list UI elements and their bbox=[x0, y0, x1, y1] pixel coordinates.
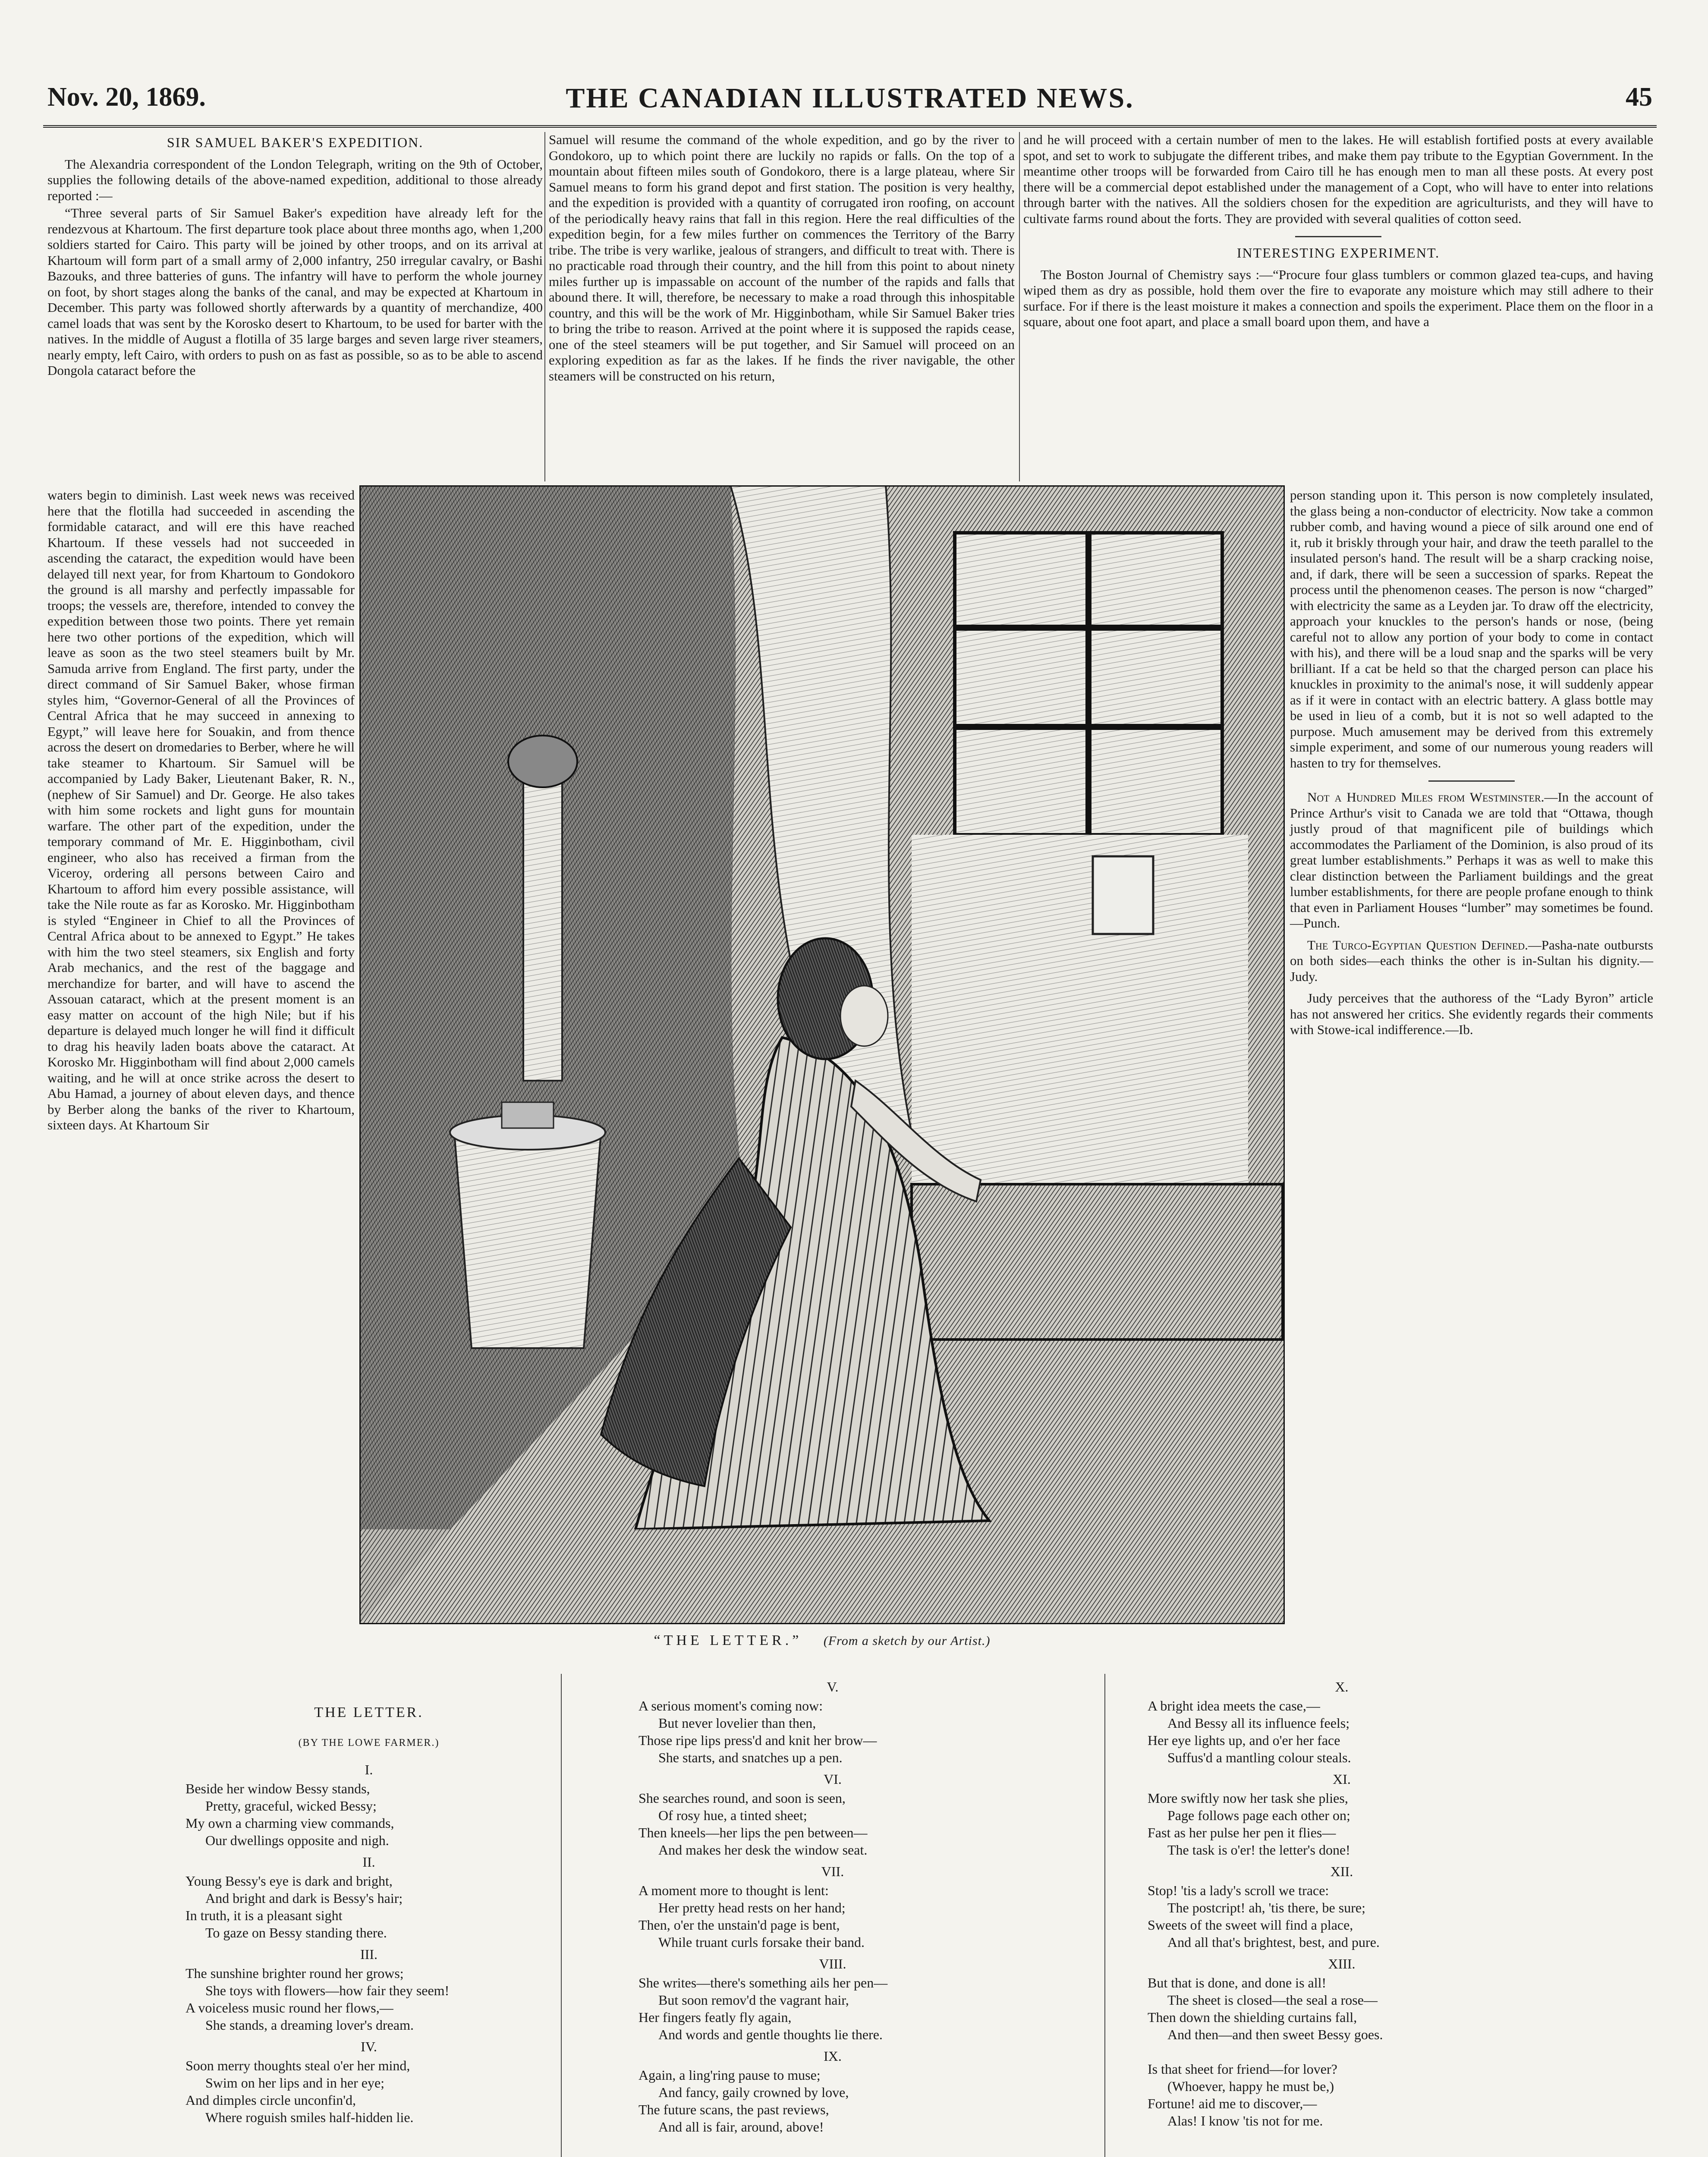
poem-line: But soon remov'd the vagrant hair, bbox=[658, 1992, 849, 2008]
article-baker-column-2 bbox=[549, 132, 1015, 386]
stanza-number: VII. bbox=[821, 1864, 844, 1879]
engraving-image bbox=[359, 485, 1285, 1624]
poem-line: Of rosy hue, a tinted sheet; bbox=[658, 1808, 807, 1823]
poem-line: Fortune! aid me to discover,— bbox=[1148, 2096, 1317, 2111]
poem-line: The sunshine brighter round her grows; bbox=[186, 1965, 404, 1981]
stanza-number: III. bbox=[360, 1946, 377, 1962]
poem-line: Sweets of the sweet will find a place, bbox=[1148, 1917, 1353, 1933]
poem-column-3 bbox=[1148, 1674, 1536, 2129]
poem-line: And words and gentle thoughts lie there. bbox=[658, 2027, 883, 2042]
poem-line: Again, a ling'ring pause to muse; bbox=[639, 2067, 821, 2083]
stanza-number: X. bbox=[1335, 1679, 1349, 1695]
poem-line: Suffus'd a mantling colour steals. bbox=[1167, 1750, 1351, 1765]
article-paragraph: Samuel will resume the command of the whole expedition, and go by the river to Gondokoro, up to which point there are luckily no rapids or falls. On the top of a mountain about fifteen miles south of Gondokoro, there is a large plateau, where Sir Samuel means to form his grand depot and first station. The position is very healthy, and the expedition is provided with a quantity of corrugated iron roofing, on account of the periodically heavy rains that fall in this region. Here the real difficulties of the expedition begin, for a few miles further on commences the Territory of the Barry tribe. The tribe is very warlike, jealous of strangers, and difficult to treat with. There is no practicable road through their country, and the hill from this point to about ninety miles further up is impassable on account of the number of the rapids and falls that abound there. It will, therefore, be necessary to make a road through this inhospitable country, and this will be the work of Mr. Higginbotham, while Sir Samuel Baker tries to bring the tribe to reason. Arrived at the point where it is supposed the rapids cease, one of the steel steamers will be put together, and Sir Samuel will proceed on an exploring expedition as far as the lakes. If he finds the river navigable, the other steamers will be constructed on his return, bbox=[549, 132, 1015, 384]
poem-line: In truth, it is a pleasant sight bbox=[186, 1908, 343, 1923]
poem-line: Young Bessy's eye is dark and bright, bbox=[186, 1873, 393, 1889]
poem-line: And all that's brightest, best, and pure. bbox=[1167, 1934, 1380, 1950]
stanza-number: VIII. bbox=[819, 1956, 846, 1971]
article-text: —In the account of Prince Arthur's visit to Canada we are told that “Ottawa, though justly proud of that magnificent pile of buildings which accommodates the Parliament of the Dominion, is also proud of its great lumber establishments.” Perhaps it was as well to make this clear distinction between the Parliament buildings and the great lumber establishments, for there are people profane enough to think that even in Parliament Houses “lumber” may sometimes be found.—Punch. bbox=[1290, 789, 1653, 931]
article-text: —Pasha-nate outbursts on both sides—each thinks the other is in-Sultan his dignity.—Judy. bbox=[1290, 937, 1653, 984]
poem-line: The future scans, the past reviews, bbox=[639, 2102, 829, 2117]
poem-line: Alas! I know 'tis not for me. bbox=[1167, 2113, 1323, 2129]
poem-line: Her eye lights up, and o'er her face bbox=[1148, 1733, 1340, 1748]
poem-line: Soon merry thoughts steal o'er her mind, bbox=[186, 2058, 410, 2073]
article-lead: Not a Hundred Miles from Westminster. bbox=[1307, 789, 1544, 805]
poem-stanzas bbox=[186, 1761, 552, 2126]
column-divider bbox=[544, 132, 545, 481]
stanza-number: VI. bbox=[824, 1771, 842, 1787]
poem-line: A serious moment's coming now: bbox=[639, 1698, 823, 1714]
stanza-number: XI. bbox=[1333, 1771, 1351, 1787]
masthead bbox=[47, 82, 1652, 121]
poem-line: The sheet is closed—the seal a rose— bbox=[1167, 1992, 1378, 2008]
article-paragraph bbox=[1290, 937, 1653, 985]
poem-line: And makes her desk the window seat. bbox=[658, 1842, 868, 1858]
article-paragraph bbox=[1290, 789, 1653, 931]
article-baker-column-1-narrow bbox=[47, 487, 355, 1135]
caption-credit: (From a sketch by our Artist.) bbox=[823, 1634, 991, 1648]
separator-rule bbox=[1295, 236, 1381, 237]
stanza-number: V. bbox=[827, 1679, 839, 1695]
article-paragraph: The Boston Journal of Chemistry says :—“Procure four glass tumblers or common glazed tea-cups, and having wiped them as dry as possible, hold them over the fire to evaporate any moisture which may still adhere to their surface. For if there is the least moisture it makes a connection and spoils the experiment. Place them on the floor in a square, about one foot apart, and place a small board upon them, and have a bbox=[1023, 267, 1654, 329]
poem-line: A voiceless music round her flows,— bbox=[186, 2000, 393, 2016]
poem-line: She toys with flowers—how fair they seem! bbox=[205, 1983, 450, 1998]
poem-line: And then—and then sweet Bessy goes. bbox=[1167, 2027, 1383, 2042]
poem-line: Her pretty head rests on her hand; bbox=[658, 1900, 846, 1915]
poem-line: Stop! 'tis a lady's scroll we trace: bbox=[1148, 1883, 1329, 1898]
stanza-number: XIII. bbox=[1328, 1956, 1356, 1971]
stanza-number: XII. bbox=[1330, 1864, 1353, 1879]
poem-line: Swim on her lips and in her eye; bbox=[205, 2075, 385, 2091]
poem-line: She stands, a dreaming lover's dream. bbox=[205, 2017, 414, 2033]
poem-line: And bright and dark is Bessy's hair; bbox=[205, 1890, 403, 1906]
stanza-number: I. bbox=[365, 1762, 373, 1777]
poem-line: She searches round, and soon is seen, bbox=[639, 1790, 846, 1806]
poem-coda bbox=[1148, 2060, 1536, 2129]
poem-line: My own a charming view commands, bbox=[186, 1815, 394, 1831]
poem-stanzas bbox=[639, 1678, 1027, 2135]
caption-title: “THE LETTER.” bbox=[654, 1632, 802, 1648]
poem-line: Is that sheet for friend—for lover? bbox=[1148, 2061, 1337, 2077]
poem-line: Beside her window Bessy stands, bbox=[186, 1781, 370, 1796]
poem-line: Then down the shielding curtains fall, bbox=[1148, 2009, 1357, 2025]
poem-line: A bright idea meets the case,— bbox=[1148, 1698, 1320, 1714]
article-paragraph: and he will proceed with a certain number of men to the lakes. He will establish fortified posts at every available spot, and set to work to subjugate the different tribes, and make them pay tribute to the Egyptian Government. In the meantime other troops will be forwarded from Cairo till he has enough men to man all these posts. At every post there will be a commercial depot established under the management of a Copt, who will have to enter into relations through barter with the natives. All the soldiers chosen for the expedition are agriculturists, and they will have to cultivate farms round about the forts. They are provided with several qualities of cotton seed. bbox=[1023, 132, 1653, 226]
poem-column-2 bbox=[639, 1674, 1027, 2135]
poem-line: (Whoever, happy he must be,) bbox=[1167, 2078, 1334, 2094]
poem-line: The task is o'er! the letter's done! bbox=[1167, 1842, 1350, 1858]
poem-line: But that is done, and done is all! bbox=[1148, 1975, 1327, 1990]
poem-line: Page follows page each other on; bbox=[1167, 1808, 1350, 1823]
article-paragraph: waters begin to diminish. Last week news was received here that the flotilla had succeeded in ascending the formidable cataract, and will ere this have reached Khartoum. If these vessels had not succeeded in ascending the cataract, the expedition would have been delayed till next year, for from Khartoum to Gondokoro the ground is all marshy and perfectly impassable for troops; the vessels are, therefore, intended to convey the expedition between those two points. There yet remain here two other portions of the expedition, which will leave as soon as the two steel steamers built by Mr. Samuda arrive from England. The first party, under the direct command of Sir Samuel Baker, whose firman styles him, “Governor-General of all the Provinces of Central Africa that he may succeed in annexing to Egypt,” will leave here for Souakin, and from thence across the desert on dromedaries to Berber, where he will take steamer to Khartoum. Sir Samuel will be accompanied by Lady Baker, Lieutenant Baker, R. N., (nephew of Sir Samuel) and Dr. George. He also takes with him some rockets and light guns for mountain warfare. The other part of the expedition, under the temporary command of Mr. E. Higginbotham, civil engineer, who also has received a firman from the Viceroy, ordering all persons between Cairo and Khartoum to afford him every possible assistance, will take the Nile route as far as Korosko. Mr. Higginbotham is styled “Engineer in Chief to all the Provinces of Central Africa about to be annexed to Egypt.” He takes with him the two steel steamers, six English and forty Arab mechanics, and the rest of the baggage and merchandize for barter, and will have to ascend the Assouan cataract, which at the present moment is an easy matter on account of the high Nile; but if his departure is delayed much longer he will find it difficult to drag his heavily laden boats above the cataract. At Korosko Mr. Higginbotham will find about 2,000 camels waiting, and he will at once strike across the desert to Abu Hamad, a journey of about eleven days, and thence by Berber along the banks of the river to Khartoum, sixteen days. At Khartoum Sir bbox=[47, 487, 355, 1132]
poem-line: Fast as her pulse her pen it flies— bbox=[1148, 1825, 1336, 1840]
poem-line: A moment more to thought is lent: bbox=[639, 1883, 829, 1898]
article-paragraph: “Three several parts of Sir Samuel Baker's expedition have already left for the rendezvous at Khartoum. The first departure took place about three months ago, when 1,200 soldiers started for Cairo. This party will be joined by other troops, and on its arrival at Khartoum will form part of a small army of 2,000 infantry, 250 irregular cavalry, or Bashi Bazouks, and three batteries of guns. The infantry will have to perform the whole journey on foot, by short stages along the banks of the canal, and may be expected at Khartoum in December. This party was followed shortly afterwards by a quantity of merchandize, 400 camel loads that was sent by the Korosko desert to Khartoum, to be used for barter with the natives. In the middle of August a flotilla of 35 large barges and seven large river steamers, nearly empty, left Cairo, with orders to push on as fast as possible, so as to be able to ascend Dongola cataract before the bbox=[47, 205, 543, 378]
masthead-rule bbox=[43, 125, 1657, 128]
article-baker-column-3 bbox=[1023, 132, 1653, 332]
poem-line: And Bessy all its influence feels; bbox=[1167, 1715, 1350, 1731]
stanza-number: IX. bbox=[824, 2048, 842, 2064]
poem-line: She writes—there's something ails her pen— bbox=[639, 1975, 888, 1990]
poem-line: And dimples circle unconfin'd, bbox=[186, 2092, 356, 2108]
poem-line: But never lovelier than then, bbox=[658, 1715, 816, 1731]
stanza-number: IV. bbox=[361, 2039, 377, 2054]
engraving-the-letter bbox=[359, 485, 1285, 1624]
article-heading: SIR SAMUEL BAKER'S EXPEDITION. bbox=[167, 135, 424, 150]
article-lead: The Turco-Egyptian Question Defined. bbox=[1307, 937, 1528, 953]
newspaper-title: THE CANADIAN ILLUSTRATED NEWS. bbox=[566, 82, 1134, 114]
poem-line: Then, o'er the unstain'd page is bent, bbox=[639, 1917, 840, 1933]
poem-line: Where roguish smiles half-hidden lie. bbox=[205, 2110, 414, 2125]
column-divider bbox=[1019, 132, 1020, 481]
poem-title: THE LETTER. bbox=[314, 1704, 424, 1720]
poem-line: She starts, and snatches up a pen. bbox=[658, 1750, 843, 1765]
poem-line: More swiftly now her task she plies, bbox=[1148, 1790, 1348, 1806]
article-paragraph: The Alexandria correspondent of the London Telegraph, writing on the 9th of October, supplies the following details of the above-named expedition, additional to those already reported :— bbox=[47, 156, 543, 203]
poem-line: Then kneels—her lips the pen between— bbox=[639, 1825, 868, 1840]
poem-column-1 bbox=[186, 1674, 552, 2126]
poem-line: The postcript! ah, 'tis there, be sure; bbox=[1167, 1900, 1365, 1915]
separator-rule bbox=[1428, 780, 1515, 782]
poem-byline: (BY THE LOWE FARMER.) bbox=[298, 1737, 440, 1748]
poem-line: To gaze on Bessy standing there. bbox=[205, 1925, 387, 1940]
article-experiment-narrow bbox=[1290, 487, 1653, 1040]
issue-date: Nov. 20, 1869. bbox=[47, 82, 206, 112]
engraving-caption bbox=[359, 1632, 1285, 1649]
poem-line: And all is fair, around, above! bbox=[658, 2119, 824, 2135]
poem-line: Pretty, graceful, wicked Bessy; bbox=[205, 1798, 377, 1814]
article-paragraph: Judy perceives that the authoress of the “Lady Byron” article has not answered her critics. She evidently regards their comments with Stowe-ical indifference.—Ib. bbox=[1290, 990, 1653, 1037]
poem-line: Those ripe lips press'd and knit her brow— bbox=[639, 1733, 877, 1748]
poem-line: While truant curls forsake their band. bbox=[658, 1934, 865, 1950]
page-number: 45 bbox=[1626, 82, 1652, 112]
poem-line: And fancy, gaily crowned by love, bbox=[658, 2085, 849, 2100]
article-baker-column-1 bbox=[47, 132, 543, 380]
column-divider bbox=[561, 1674, 562, 2157]
stanza-number: II. bbox=[362, 1854, 375, 1870]
article-heading: INTERESTING EXPERIMENT. bbox=[1236, 245, 1440, 261]
poem-line: Her fingers featly fly again, bbox=[639, 2009, 792, 2025]
poem-stanzas bbox=[1148, 1678, 1536, 2043]
article-paragraph: person standing upon it. This person is now completely insulated, the glass being a non-conductor of electricity. Now take a common rubber comb, and having wound a piece of silk around one end of it, rub it briskly through your hair, and draw the teeth parallel to the insulated person's hand. The result will be a sharp cracking noise, and, if dark, there will be seen a succession of sparks. Repeat the process until the phenomenon ceases. The person is now “charged” with electricity the same as a Leyden jar. To draw off the electricity, approach your knuckles to the person's hands or nose, (being careful not to allow any portion of your body to come in contact with his), and there will be a loud snap and the sparks will be very brilliant. If a cat be held so that the charged person can place his knuckles in proximity to the animal's nose, it will suddenly appear as if it were in contact with an electric battery. A glass bottle may be used in lieu of a comb, but it is not so well adapted to the purpose. Much amusement may be derived from this extremely simple experiment, and some of our numerous young readers will hasten to try for themselves. bbox=[1290, 487, 1653, 770]
poem-line: Our dwellings opposite and nigh. bbox=[205, 1833, 389, 1848]
column-divider bbox=[1104, 1674, 1105, 2157]
